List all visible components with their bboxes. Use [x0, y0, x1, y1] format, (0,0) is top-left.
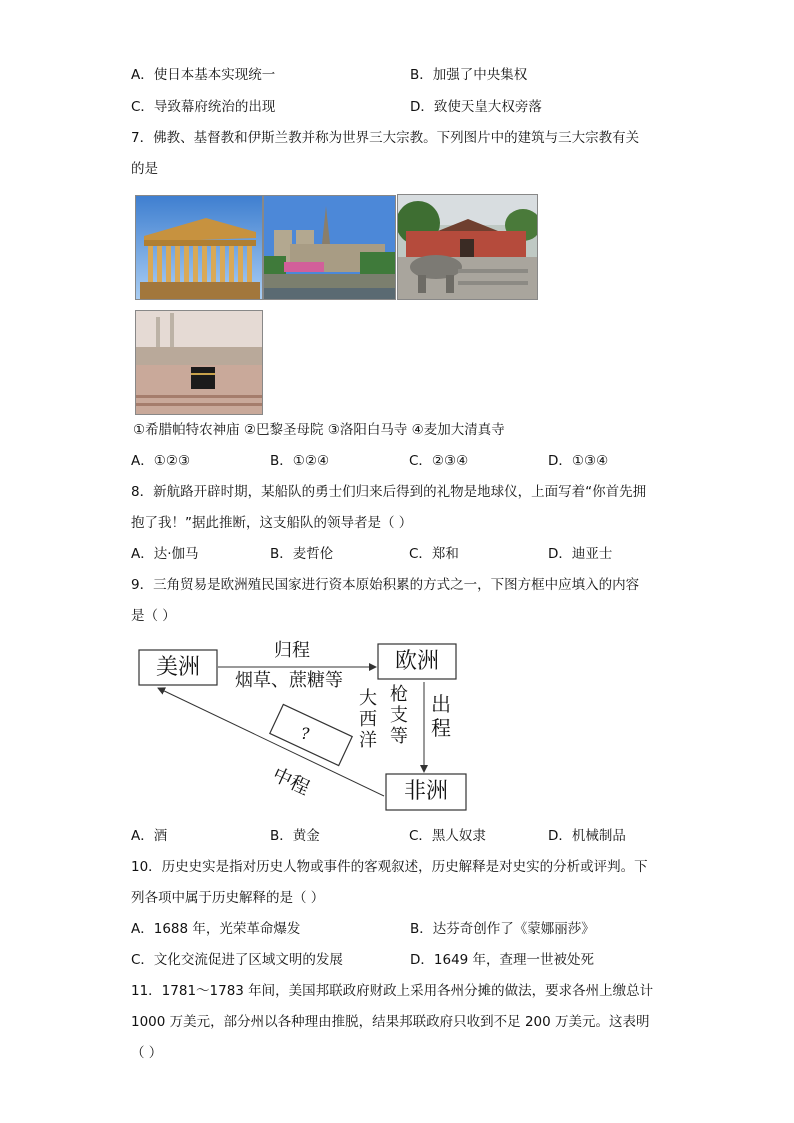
q7-caption: ①希腊帕特农神庙 ②巴黎圣母院 ③洛阳白马寺 ④麦加大清真寺: [133, 422, 505, 438]
q8-stem-line2: 抱了我！”据此推断，这支船队的领导者是（ ）: [131, 515, 413, 531]
q7-stem-line1: 7．佛教、基督教和伊斯兰教并称为世界三大宗教。下列图片中的建筑与三大宗教有关: [131, 130, 640, 146]
q6-option-b: B．加强了中央集权: [410, 67, 528, 83]
outbound-label: [430, 692, 452, 740]
return-leg-label: 归程: [274, 640, 310, 661]
unknown-box-label: ?: [301, 724, 310, 743]
q11-stem-line2: 1000 万美元，部分州以各种理由推脱，结果邦联政府只收到不足 200 万美元。这表明: [131, 1014, 650, 1030]
guns-char-2: 支: [390, 705, 408, 726]
q9-option-d: D．机械制品: [548, 828, 626, 844]
q6-option-d: D．致使天皇大权旁落: [410, 99, 542, 115]
q8-option-a: A．达·伽马: [131, 546, 199, 562]
q9-option-c: C．黑人奴隶: [409, 828, 486, 844]
notre-dame-photo: [263, 195, 396, 300]
q7-option-a: A．①②③: [131, 453, 191, 469]
q11-stem-line1: 11．1781～1783 年间，美国邦联政府财政上采用各州分摊的做法，要求各州上缴总计: [131, 983, 654, 999]
atlantic-char-2: 西: [359, 709, 377, 730]
q8-option-d: D．迪亚士: [548, 546, 613, 562]
q10-option-c: C．文化交流促进了区域文明的发展: [131, 952, 343, 968]
q10-stem-line2: 列各项中属于历史解释的是（ ）: [131, 890, 325, 906]
q9-stem-line2: 是（ ）: [131, 608, 176, 624]
q7-stem-line2: 的是: [131, 161, 158, 177]
q8-stem-line1: 8．新航路开辟时期，某船队的勇士们归来后得到的礼物是地球仪，上面写着“你首先拥: [131, 484, 647, 500]
guns-char-3: 等: [390, 726, 408, 747]
guns-label: [388, 684, 410, 747]
white-horse-temple-photo: [397, 194, 538, 300]
q11-stem-line3: （ ）: [131, 1045, 163, 1061]
middle-passage-label: 中程: [269, 763, 313, 800]
q8-option-b: B．麦哲伦: [270, 546, 334, 562]
europe-label: 欧洲: [394, 649, 439, 674]
parthenon-photo: [135, 195, 263, 300]
america-label: 美洲: [155, 655, 200, 680]
atlantic-char-1: 大: [359, 688, 377, 709]
q9-stem-line1: 9．三角贸易是欧洲殖民国家进行资本原始积累的方式之一，下图方框中应填入的内容: [131, 577, 640, 593]
q10-option-a: A．1688 年，光荣革命爆发: [131, 921, 301, 937]
q9-option-b: B．黄金: [270, 828, 320, 844]
q6-option-c: C．导致幕府统治的出现: [131, 99, 276, 115]
q8-option-c: C．郑和: [409, 546, 459, 562]
q7-option-c: C．②③④: [409, 453, 469, 469]
q10-option-d: D．1649 年，查理一世被处死: [410, 952, 595, 968]
outbound-char-1: 出: [431, 692, 451, 716]
return-goods-label: 烟草、蔗糖等: [235, 670, 343, 691]
q9-option-a: A．酒: [131, 828, 168, 844]
guns-char-1: 枪: [390, 684, 408, 705]
mecca-mosque-photo: [135, 310, 263, 415]
triangular-trade-diagram: [130, 636, 480, 818]
q6-option-a: A．使日本基本实现统一: [131, 67, 276, 83]
outbound-char-2: 程: [431, 716, 451, 740]
q7-option-b: B．①②④: [270, 453, 330, 469]
atlantic-label: [357, 688, 379, 751]
q10-stem-line1: 10．历史史实是指对历史人物或事件的客观叙述，历史解释是对史实的分析或评判。下: [131, 859, 648, 875]
q7-option-d: D．①③④: [548, 453, 609, 469]
q10-option-b: B．达芬奇创作了《蒙娜丽莎》: [410, 921, 595, 937]
africa-label: 非洲: [403, 779, 448, 804]
atlantic-char-3: 洋: [359, 730, 377, 751]
